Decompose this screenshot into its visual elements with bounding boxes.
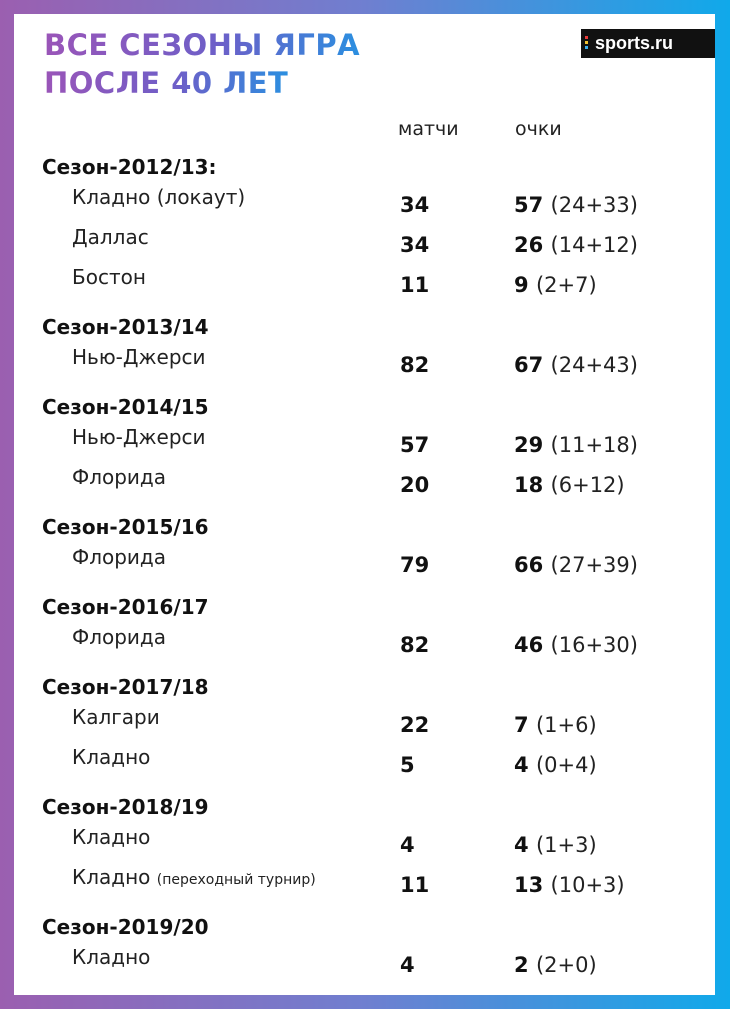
matches-value: 20 (400, 473, 430, 497)
title-line-2: ПОСЛЕ 40 ЛЕТ (44, 66, 289, 100)
points-breakdown: (2+7) (535, 273, 597, 297)
points-value (514, 872, 625, 898)
points-value (514, 472, 625, 498)
team-name: Калгари (72, 705, 160, 729)
points-value (514, 432, 638, 458)
points-breakdown: (1+3) (535, 833, 597, 857)
points-value (514, 272, 597, 298)
team-note: (переходный турнир) (156, 872, 316, 888)
points-breakdown: (14+12) (550, 233, 638, 257)
title-line-1: ВСЕ СЕЗОНЫ ЯГРА (44, 28, 361, 62)
team-name: Нью-Джерси (72, 425, 206, 449)
points-total: 7 (514, 713, 529, 737)
season-label: Сезон-2017/18 (42, 675, 209, 699)
points-value (514, 712, 597, 738)
matches-value: 79 (400, 553, 430, 577)
points-total: 18 (514, 473, 544, 497)
logo-text: sports.ru (595, 33, 674, 53)
points-total: 57 (514, 193, 544, 217)
matches-value: 11 (400, 873, 430, 897)
points-total: 9 (514, 273, 529, 297)
team-name: Кладно (72, 825, 151, 849)
points-breakdown: (16+30) (550, 633, 638, 657)
team-name: Флорида (72, 465, 167, 489)
matches-value: 22 (400, 713, 430, 737)
points-value (514, 832, 597, 858)
points-value (514, 632, 638, 658)
points-total: 4 (514, 753, 529, 777)
points-breakdown: (10+3) (550, 873, 625, 897)
points-breakdown: (6+12) (550, 473, 625, 497)
points-breakdown: (27+39) (550, 553, 638, 577)
matches-value: 34 (400, 233, 430, 257)
matches-value: 11 (400, 273, 430, 297)
team-name: Бостон (72, 265, 146, 289)
matches-value: 4 (400, 833, 415, 857)
points-value (514, 552, 638, 578)
season-label: Сезон-2012/13: (42, 155, 217, 179)
season-label: Сезон-2018/19 (42, 795, 209, 819)
column-header-points: очки (515, 118, 562, 140)
points-total: 26 (514, 233, 544, 257)
logo-dots-icon (585, 36, 589, 52)
points-breakdown: (24+43) (550, 353, 638, 377)
matches-value: 82 (400, 633, 430, 657)
points-value (514, 952, 597, 978)
season-label: Сезон-2016/17 (42, 595, 209, 619)
points-total: 13 (514, 873, 544, 897)
team-name: Кладно (локаут) (72, 185, 246, 209)
matches-value: 57 (400, 433, 430, 457)
team-name: Нью-Джерси (72, 345, 206, 369)
points-total: 2 (514, 953, 529, 977)
team-name: Кладно (переходный турнир) (72, 865, 316, 889)
column-header-matches: матчи (398, 118, 459, 140)
points-breakdown: (11+18) (550, 433, 638, 457)
matches-value: 82 (400, 353, 430, 377)
sports-ru-logo[interactable] (581, 29, 715, 58)
stats-card (14, 14, 715, 995)
points-value (514, 232, 638, 258)
team-name: Даллас (72, 225, 149, 249)
matches-value: 5 (400, 753, 415, 777)
points-total: 46 (514, 633, 544, 657)
points-breakdown: (24+33) (550, 193, 638, 217)
season-label: Сезон-2014/15 (42, 395, 209, 419)
team-name: Флорида (72, 545, 167, 569)
season-label: Сезон-2019/20 (42, 915, 209, 939)
points-total: 29 (514, 433, 544, 457)
team-name: Кладно (72, 945, 151, 969)
team-name: Флорида (72, 625, 167, 649)
season-label: Сезон-2015/16 (42, 515, 209, 539)
points-value (514, 752, 597, 778)
matches-value: 4 (400, 953, 415, 977)
points-total: 4 (514, 833, 529, 857)
season-label: Сезон-2013/14 (42, 315, 209, 339)
points-breakdown: (1+6) (535, 713, 597, 737)
points-total: 67 (514, 353, 544, 377)
points-breakdown: (0+4) (535, 753, 597, 777)
points-total: 66 (514, 553, 544, 577)
team-name: Кладно (72, 745, 151, 769)
points-value (514, 352, 638, 378)
matches-value: 34 (400, 193, 430, 217)
points-breakdown: (2+0) (535, 953, 597, 977)
points-value (514, 192, 638, 218)
